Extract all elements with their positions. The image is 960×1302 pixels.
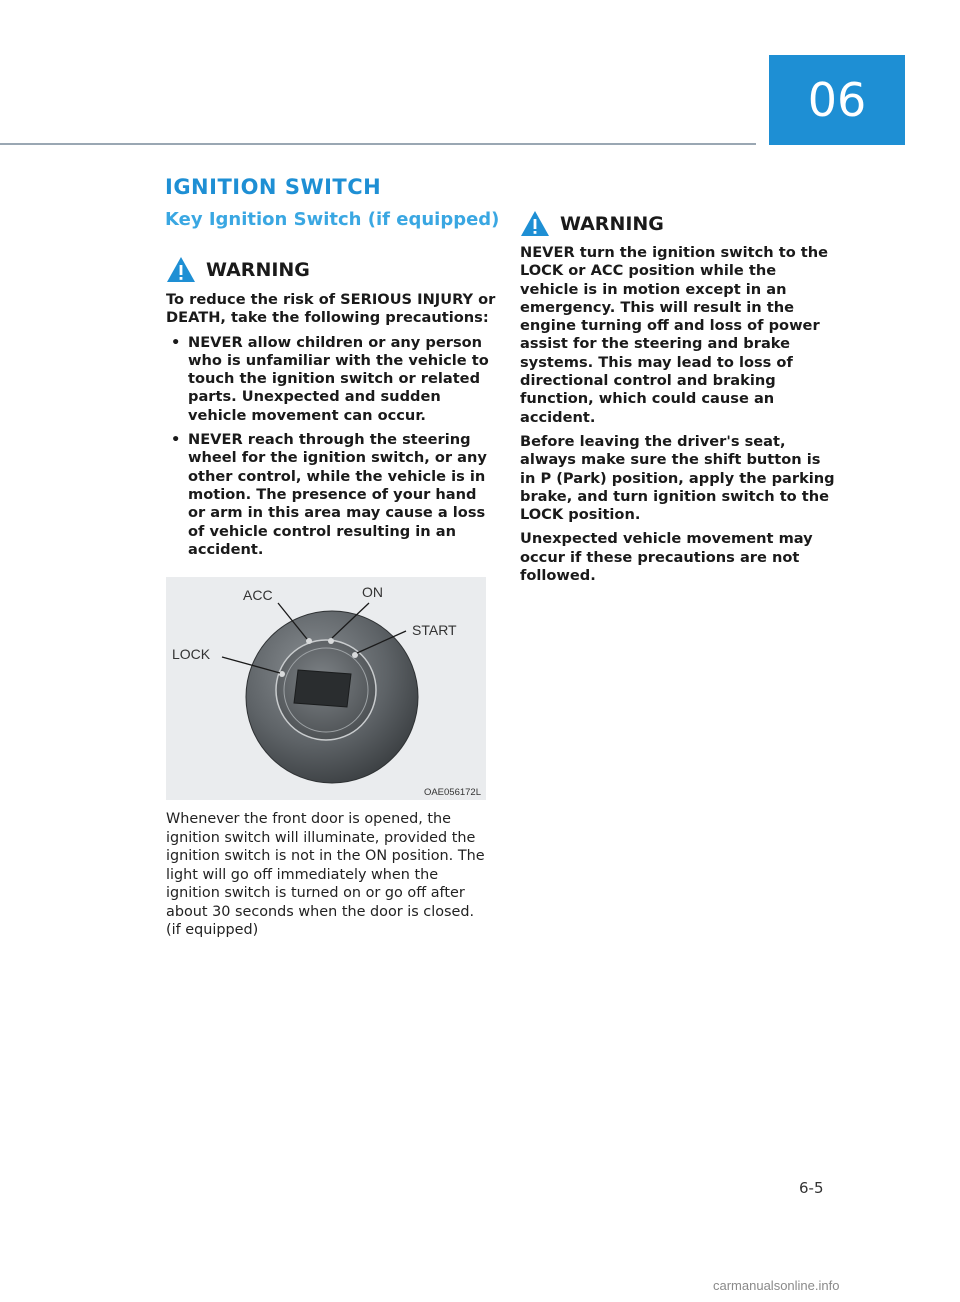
lock-label: LOCK: [172, 646, 211, 662]
warning-intro: To reduce the risk of SERIOUS INJURY or DEATH, take the following precautions:: [166, 291, 496, 327]
figure-code: OAE056172L: [423, 787, 481, 798]
section-title: IGNITION SWITCH: [165, 175, 382, 199]
warning-triangle-icon: [166, 256, 196, 283]
warning-body-2: [520, 244, 838, 591]
warning-bullet-list: [166, 334, 496, 560]
warning-triangle-icon: [520, 210, 550, 237]
warning-heading-label: WARNING: [206, 258, 310, 281]
warning-paragraph: Before leaving the driver's seat, always make sure the shift button is in P (Park) position, apply the parking brake, and turn ignition switch to the LOCK position.: [520, 432, 835, 524]
watermark: carmanualsonline.info: [713, 1278, 840, 1293]
on-label: ON: [362, 584, 383, 600]
list-item: • NEVER allow children or any person who is unfamiliar with the vehicle to touch the ignition switch or related parts. Unexpected and sudden vehicle movement can occur.: [166, 334, 496, 425]
on-position-dot: [328, 638, 334, 644]
warning-paragraph: Unexpected vehicle movement may occur if these precautions are not followed.: [520, 530, 813, 585]
ignition-switch-figure: [166, 577, 486, 800]
warning-body-1: [166, 291, 496, 565]
warning-heading-2: [520, 210, 664, 237]
lock-position-dot: [279, 671, 285, 677]
warning-heading-label: WARNING: [560, 212, 664, 235]
list-item: • NEVER reach through the steering wheel for the ignition switch, or any other control, while the vehicle is in motion. The presence of your hand or arm in this area may cause a loss of vehicle control resulting in an accident.: [166, 431, 496, 559]
header-rule: [0, 143, 756, 145]
acc-label: ACC: [243, 587, 273, 603]
subsection-title: Key Ignition Switch (if equipped): [165, 209, 500, 230]
ignition-switch-illustration: [166, 577, 486, 800]
warning-paragraph: NEVER turn the ignition switch to the LOCK or ACC position while the vehicle is in motion except in an emergency. This will result in the engine turning off and loss of power assist for the steering and brake systems. This may lead to loss of directional control and braking function, which could cause an accident.: [520, 244, 829, 426]
start-label: START: [412, 622, 457, 638]
warning-heading-1: [166, 256, 310, 283]
page-number: 6-5: [799, 1179, 824, 1197]
key-slot: [294, 670, 351, 707]
body-paragraph: Whenever the front door is opened, the ignition switch will illuminate, provided the ignition switch is not in the ON position. The light will go off immediately when the ignition switch is turned on or go off after about 30 seconds when the door is closed. (if equipped): [166, 811, 485, 938]
chapter-tab: 06: [769, 55, 905, 145]
